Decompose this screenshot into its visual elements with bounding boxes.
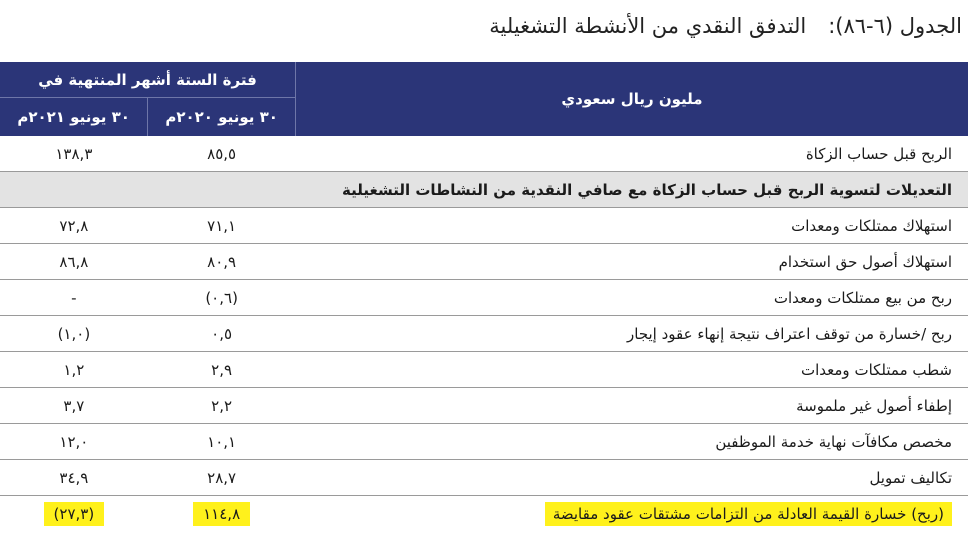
value-2020: (٠,٦) — [148, 280, 296, 316]
table-row — [0, 460, 968, 496]
value-2021: ١٢,٠ — [0, 424, 148, 460]
value-2021 — [0, 496, 148, 532]
highlighted-value-2021: (٢٧,٣) — [44, 502, 105, 526]
column-header-2021: ٣٠ يونيو ٢٠٢١م — [0, 98, 148, 137]
value-2021: ٧٢,٨ — [0, 208, 148, 244]
row-label: إطفاء أصول غير ملموسة — [296, 388, 969, 424]
value-2021: ٣٤,٩ — [0, 460, 148, 496]
row-label: تكاليف تمويل — [296, 460, 969, 496]
row-label: استهلاك أصول حق استخدام — [296, 244, 969, 280]
row-label: ربح من بيع ممتلكات ومعدات — [296, 280, 969, 316]
value-2020: ٨٥,٥ — [148, 136, 296, 172]
table-row — [0, 136, 968, 172]
value-2020 — [148, 172, 296, 208]
table-caption: التدفق النقدي من الأنشطة التشغيلية — [489, 14, 807, 38]
highlighted-value-2020: ١١٤,٨ — [193, 502, 250, 526]
highlighted-label: (ربح) خسارة القيمة العادلة من التزامات مشتقات عقود مقايضة — [545, 502, 952, 526]
row-label: استهلاك ممتلكات ومعدات — [296, 208, 969, 244]
table-row — [0, 316, 968, 352]
cash-flow-table — [0, 62, 968, 531]
value-2020: ٨٠,٩ — [148, 244, 296, 280]
table-number: الجدول (٦-٨٦): — [828, 14, 962, 38]
row-label — [296, 496, 969, 532]
table-row — [0, 352, 968, 388]
table-row — [0, 280, 968, 316]
value-2021: ١,٢ — [0, 352, 148, 388]
value-2020: ٢٨,٧ — [148, 460, 296, 496]
value-2020: ١٠,١ — [148, 424, 296, 460]
table-row — [0, 424, 968, 460]
value-2021: ٣,٧ — [0, 388, 148, 424]
table-title — [489, 14, 962, 38]
row-label: الربح قبل حساب الزكاة — [296, 136, 969, 172]
row-label: ربح /خسارة من توقف اعتراف نتيجة إنهاء عقود إيجار — [296, 316, 969, 352]
unit-header: مليون ريال سعودي — [296, 62, 969, 136]
row-label: شطب ممتلكات ومعدات — [296, 352, 969, 388]
value-2021: (١,٠) — [0, 316, 148, 352]
table-row — [0, 388, 968, 424]
value-2020: ٢,٩ — [148, 352, 296, 388]
value-2020 — [148, 496, 296, 532]
column-header-2020: ٣٠ يونيو ٢٠٢٠م — [148, 98, 296, 137]
highlighted-row — [0, 496, 968, 532]
value-2021: ١٣٨,٣ — [0, 136, 148, 172]
table-row — [0, 244, 968, 280]
period-header: فترة الستة أشهر المنتهية في — [0, 62, 296, 98]
row-label: مخصص مكافآت نهاية خدمة الموظفين — [296, 424, 969, 460]
value-2021 — [0, 172, 148, 208]
section-row — [0, 172, 968, 208]
section-label: التعديلات لتسوية الربح قبل حساب الزكاة مع صافي النقدية من النشاطات التشغيلية — [296, 172, 969, 208]
value-2020: ٢,٢ — [148, 388, 296, 424]
value-2021: - — [0, 280, 148, 316]
value-2020: ٠,٥ — [148, 316, 296, 352]
table-row — [0, 208, 968, 244]
value-2020: ٧١,١ — [148, 208, 296, 244]
value-2021: ٨٦,٨ — [0, 244, 148, 280]
